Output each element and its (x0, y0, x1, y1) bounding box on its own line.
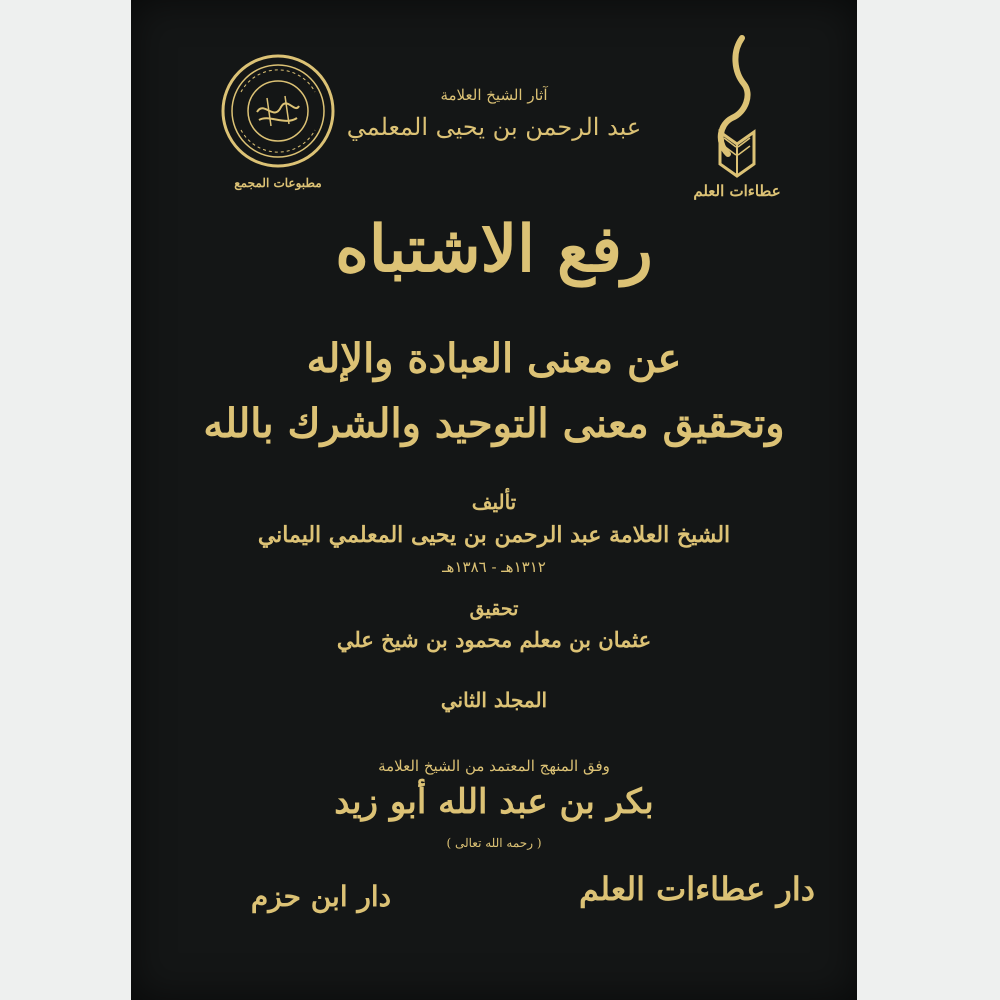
series-author: عبد الرحمن بن يحيى المعلمي (346, 113, 642, 141)
series-label: آثار الشيخ العلامة (440, 86, 548, 104)
book-title: رفع الاشتباه (335, 212, 653, 287)
book-pen-logo-icon (702, 32, 772, 182)
publisher-left: دار ابن حزم (250, 880, 392, 913)
seal-caption: مطبوعات المجمع (234, 176, 322, 190)
author-dates: ١٣١٢هـ - ١٣٨٦هـ (442, 558, 546, 576)
scholar-note: ( رحمه الله تعالى ) (446, 836, 542, 850)
book-subtitle-line-1: عن معنى العبادة والإله (306, 335, 682, 382)
round-seal-icon (219, 52, 337, 170)
volume-label: المجلد الثاني (440, 688, 548, 712)
scholar-name: بكر بن عبد الله أبو زيد (334, 782, 654, 822)
authorship-label: تأليف (471, 490, 517, 514)
editing-label: تحقيق (469, 598, 519, 620)
logo-caption: عطاءات العلم (693, 182, 781, 200)
method-label: وفق المنهج المعتمد من الشيخ العلامة (378, 757, 610, 775)
editor-name: عثمان بن معلم محمود بن شيخ علي (336, 627, 652, 652)
author-name: الشيخ العلامة عبد الرحمن بن يحيى المعلمي اليماني (257, 522, 731, 548)
book-cover (131, 0, 857, 1000)
book-subtitle-line-2: وتحقيق معنى التوحيد والشرك بالله (203, 400, 785, 447)
publisher-right: دار عطاءات العلم (579, 870, 815, 908)
